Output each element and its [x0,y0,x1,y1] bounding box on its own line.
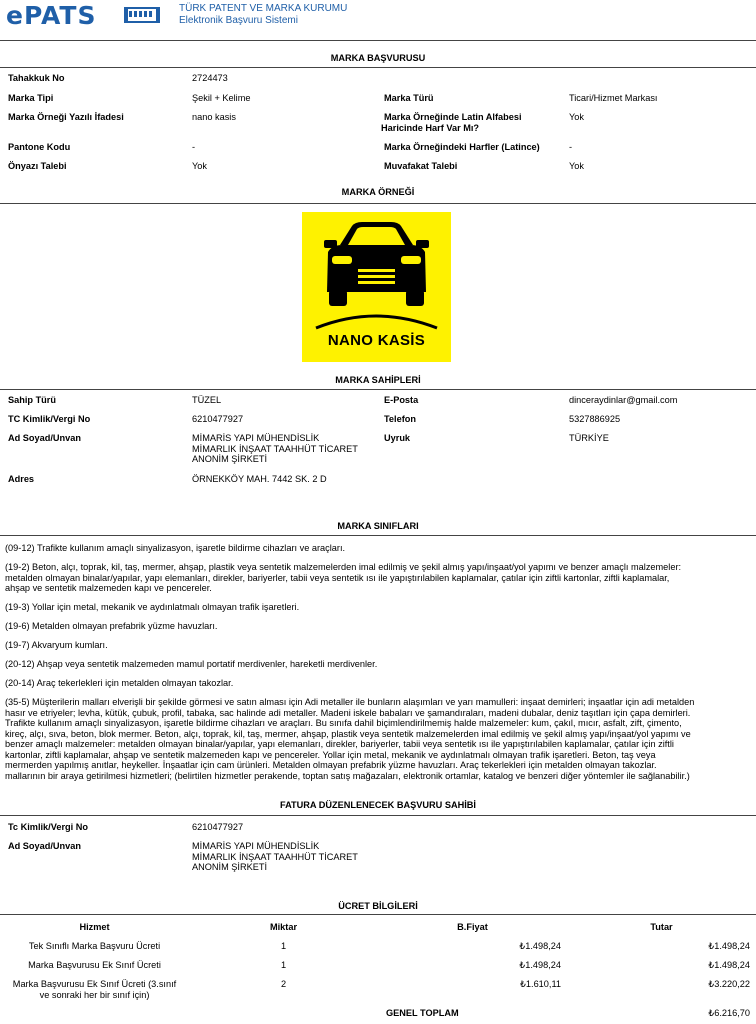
ad-unvan-line3: ANONİM ŞİRKETİ [192,454,268,464]
mark-sample-text: NANO KASİS [327,332,426,349]
harfler-value: - [569,142,573,152]
fee-row-price: ₺1.498,24 [519,960,561,970]
class-item: (19-2) Beton, alçı, toprak, kil, taş, mermer, ahşap, plastik veya sentetik malzemelerden imal edilmiş ve şekil almış yapı/inşaat/yol yapımı ve benzer amaçlı malzemeler: [5,562,682,572]
onyazi-label: Önyazı Talebi [8,161,67,171]
class-item-line: Trafikte kullanım amaçlı sinyalizasyon, işaretle bildirme cihazları ve araçları. Bu sınıfa dahil biçimlendirilmemiş halde malzemeler: kum, çakıl, mıcır, asfalt, zift, çimento, [5,718,682,728]
adres-value: ÖRNEKKÖY MAH. 7442 SK. 2 D [192,474,327,484]
telefon-value: 5327886925 [569,414,621,424]
org-name: TÜRK PATENT VE MARKA KURUMU [179,3,348,14]
divider [0,535,756,536]
tc-label: TC Kimlik/Vergi No [8,414,91,424]
invoice-ad-label: Ad Soyad/Unvan [8,841,82,851]
fee-header-total: Tutar [650,922,673,932]
mark-sample-image [302,212,451,362]
onyazi-value: Yok [192,161,207,171]
car-icon [302,212,451,332]
tahakkuk-value: 2724473 [192,73,228,83]
latin-label: Marka Örneğinde Latin Alfabesi [384,112,522,122]
pantone-value: - [192,142,196,152]
class-item-line: kireç, alçı, sıva, beton, blok mermer. Beton, alçı, toprak, kil, taş, mermer, ahşap, plastik veya sentetik malzemelerden imal edilmiş ve şekil almış yapı/inşaat/yol yapımı ve [5,728,691,739]
class-item-line: ahşap ve sentetik malzemeden kapı ve pencereler. [5,583,212,593]
tc-value: 6210477927 [192,414,244,424]
eposta-value: dinceraydinlar@gmail.com [569,395,678,405]
section-title-invoice: FATURA DÜZENLENECEK BAŞVURU SAHİBİ [279,800,476,810]
class-item-line: benzer amaçlı malzemeler: metalden olmayan binalar/yapılar, yapı elemanları, direkler, bariyerler, tabii veya sentetik ısı ile yapıştırılabilen kaplamalar, çatılar için ziftli [5,739,674,749]
divider [0,67,756,68]
class-item: (35-5) Müşterilerin malları elverişli bir şekilde görmesi ve satın alması için Adi metaller ile bunların alaşımları ve yarı mamulleri: inşaat demirleri; inşaatlar için adi metalden [5,697,695,707]
fee-row-qty: 2 [280,979,287,989]
section-title-fees: ÜCRET BİLGİLERİ [338,901,418,911]
uyruk-label: Uyruk [384,433,411,443]
fee-row-qty: 1 [280,941,287,951]
ad-unvan-line1: MİMARİS YAPI MÜHENDİSLİK [192,433,320,443]
fee-row-service-line2: ve sonraki her bir sınıf için) [39,989,150,1000]
logo-bars-icon [124,7,160,23]
yazili-ifade-value: nano kasis [192,112,236,122]
harfler-label: Marka Örneğindeki Harfler (Latince) [384,142,540,152]
fee-header-qty: Miktar [269,922,298,932]
fee-header-price: B.Fiyat [457,922,488,932]
fee-row-qty: 1 [280,960,287,970]
latin-label-line2: Haricinde Harf Var Mı? [381,123,480,133]
marka-tipi-value: Şekil + Kelime [192,93,251,103]
fee-row-service: Tek Sınıflı Marka Başvuru Ücreti [28,941,161,951]
class-item-line: metalden olmayan binalar/yapılar, yapı elemanları, direkler, bariyerler, tabii veya sentetik ısı ile yapıştırılabilen kaplamalar, çatılar için ziftli kartonlar, ziftli kaplamalar, [5,572,670,583]
muvafakat-label: Muvafakat Talebi [384,161,458,171]
divider [0,203,756,204]
invoice-ad-line1: MİMARİS YAPI MÜHENDİSLİK [192,841,320,851]
class-item: (19-3) Yollar için metal, mekanik ve aydınlatmalı olmayan trafik işaretleri. [5,602,300,612]
yazili-ifade-label: Marka Örneği Yazılı İfadesi [8,112,124,122]
invoice-ad-line3: ANONİM ŞİRKETİ [192,862,268,872]
fee-row-total: ₺3.220,22 [708,979,750,989]
class-item: (19-7) Akvaryum kumları. [5,640,108,650]
fee-row-total: ₺1.498,24 [708,960,750,970]
telefon-label: Telefon [384,414,416,424]
invoice-tc-label: Tc Kimlik/Vergi No [8,822,88,832]
fee-row-total: ₺1.498,24 [708,941,750,951]
grand-total-label: GENEL TOPLAM [386,1008,459,1018]
muvafakat-value: Yok [569,161,584,171]
sahip-turu-value: TÜZEL [192,395,222,405]
system-name: Elektronik Başvuru Sistemi [179,15,298,26]
invoice-ad-line2: MİMARLIK İNŞAAT TAAHHÜT TİCARET [192,851,358,862]
fee-row-price: ₺1.610,11 [520,979,561,989]
fee-row-price: ₺1.498,24 [519,941,561,951]
divider [0,815,756,816]
section-title-mark-sample: MARKA ÖRNEĞİ [341,187,415,197]
divider [0,389,756,390]
divider [0,914,756,915]
fee-row-service: Marka Başvurusu Ek Sınıf Ücreti [28,960,161,970]
section-title-owners: MARKA SAHİPLERİ [335,375,421,385]
class-item-line: hasır ve etriyeler; levha, kütük, çubuk, profil, tabaka, sac halinde adi metaller. Madeni iskele babaları ve şamandıraları, madeni dubalar, deniz taşıtları için çapa demirleri. [5,707,691,718]
tahakkuk-label: Tahakkuk No [8,73,65,83]
latin-value: Yok [569,112,584,122]
invoice-tc-value: 6210477927 [192,822,244,832]
class-item: (09-12) Trafikte kullanım amaçlı sinyalizasyon, işaretle bildirme cihazları ve araçları. [5,543,346,553]
class-item: (19-6) Metalden olmayan prefabrik yüzme havuzları. [5,621,218,631]
section-title-application: MARKA BAŞVURUSU [330,53,426,63]
pantone-label: Pantone Kodu [8,142,71,152]
epats-logo: ePATS [6,1,97,30]
ad-unvan-label: Ad Soyad/Unvan [8,433,82,443]
fee-row-service: Marka Başvurusu Ek Sınıf Ücreti (3.sınıf [12,979,177,989]
page-header [0,0,756,34]
ad-unvan-line2: MİMARLIK İNŞAAT TAAHHÜT TİCARET [192,443,358,454]
class-item: (20-12) Ahşap veya sentetik malzemeden mamul portatif merdivenler, hareketli merdivenler. [5,659,378,669]
marka-turu-label: Marka Türü [384,93,434,103]
marka-turu-value: Ticari/Hizmet Markası [569,93,658,103]
eposta-label: E-Posta [384,395,419,405]
class-item-line: kartonlar, ziftli kaplamalar, ahşap ve sentetik malzemeden kapı ve pencereler. Yollar için metal, mekanik ve aydınlatmalı olmayan trafik işaretleri. Beton, taş veya [5,749,656,760]
sahip-turu-label: Sahip Türü [8,395,56,405]
uyruk-value: TÜRKİYE [569,433,609,443]
class-item-line: mallarının bir araya getirilmesi hizmetleri; (belirtilen hizmetler perakende, toptan satış mağazaları, elektronik ortamlar, katalog ve benzeri diğer yöntemler ile sağlanabilir.) [5,770,690,781]
divider [0,40,756,41]
adres-label: Adres [8,474,35,484]
fee-header-service: Hizmet [79,922,110,932]
class-item: (20-14) Araç tekerlekleri için metalden olmayan takozlar. [5,678,234,688]
grand-total-value: ₺6.216,70 [708,1008,750,1018]
marka-tipi-label: Marka Tipi [8,93,54,103]
class-item-line: mermerden yapılmış anıtlar, heykeller. İnşaatlar için cam ürünleri. Metalden olmayan prefabrik yüzme havuzları. Araç tekerlekleri için metalden olmayan takozlar. [5,760,657,770]
section-title-classes: MARKA SINIFLARI [337,521,419,531]
